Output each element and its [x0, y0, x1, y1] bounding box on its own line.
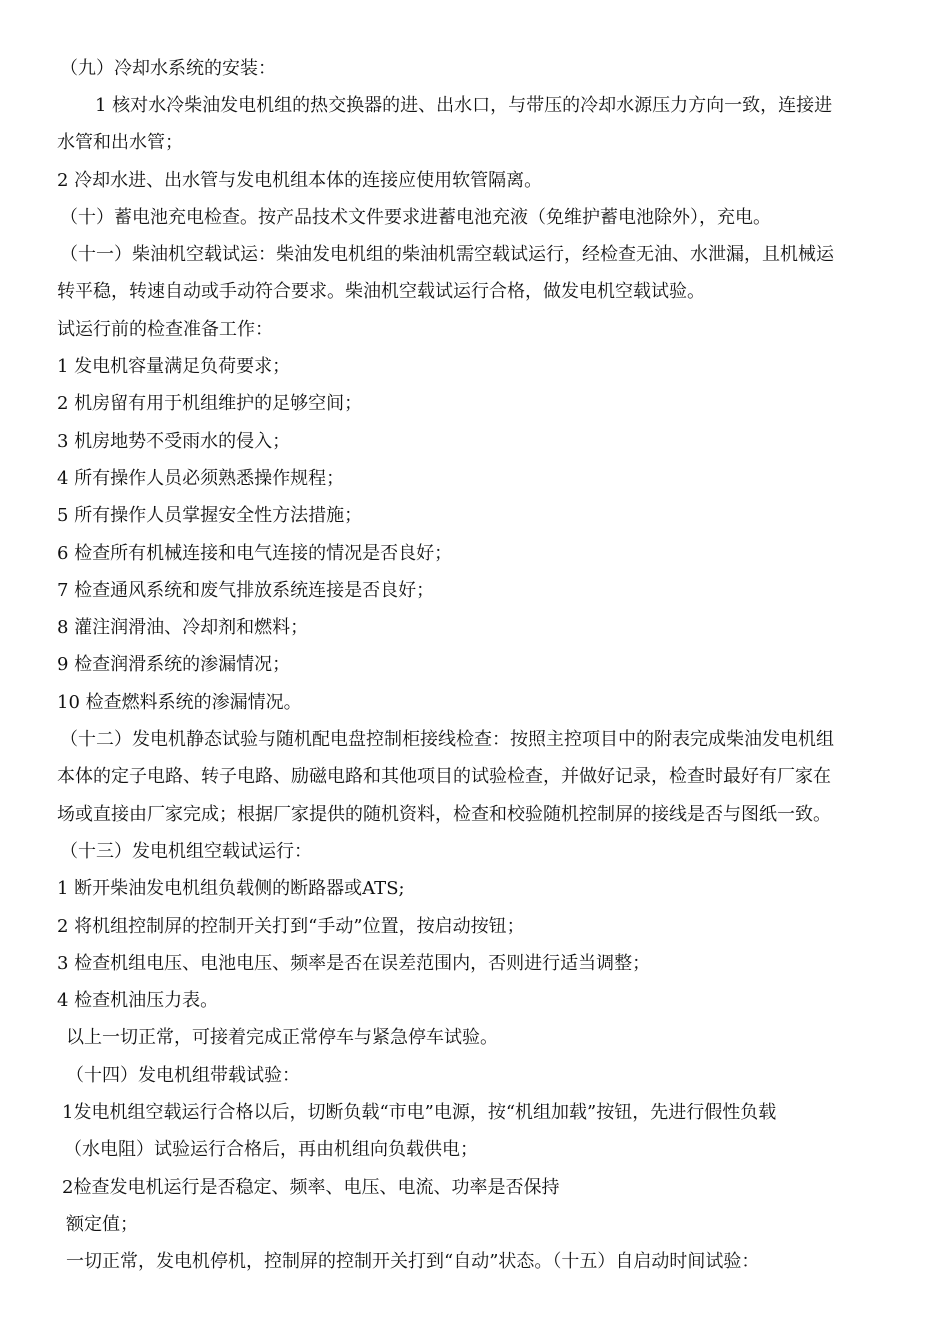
list-item: 1 发电机容量满足负荷要求；: [57, 356, 291, 377]
heading-unit-idle-run: （十三）发电机组空载试运行：: [60, 841, 312, 862]
list-item: 7 检查通风系统和废气排放系统连接是否良好；: [57, 580, 435, 601]
paragraph-line: 额定值；: [66, 1214, 138, 1235]
list-item: 4 检查机油压力表。: [57, 990, 219, 1011]
paragraph-line: 本体的定子电路、转子电路、励磁电路和其他项目的试验检查，并做好记录，检查时最好有厂家在: [57, 766, 831, 787]
list-item: 6 检查所有机械连接和电气连接的情况是否良好；: [57, 543, 453, 564]
list-item: 10 检查燃料系统的渗漏情况。: [57, 692, 302, 713]
paragraph-line: 2 冷却水进、出水管与发电机组本体的连接应使用软管隔离。: [57, 170, 543, 191]
heading-static-test: （十二）发电机静态试验与随机配电盘控制柜接线检查：按照主控项目中的附表完成柴油发电机组: [60, 729, 834, 750]
paragraph-line: （水电阻）试验运行合格后，再由机组向负载供电；: [64, 1139, 478, 1160]
list-item: 2 机房留有用于机组维护的足够空间；: [57, 393, 363, 414]
list-item: 1发电机组空载运行合格以后，切断负载“市电”电源，按“机组加载”按钮，先进行假性负载: [62, 1102, 777, 1123]
paragraph-line: 水管和出水管；: [57, 132, 183, 153]
list-item: 2检查发电机运行是否稳定、频率、电压、电流、功率是否保持: [62, 1177, 560, 1198]
paragraph-line: 场或直接由厂家完成；根据厂家提供的随机资料，检查和校验随机控制屏的接线是否与图纸一致。: [57, 804, 831, 825]
paragraph-line: 以上一切正常，可接着完成正常停车与紧急停车试验。: [66, 1027, 498, 1048]
list-item: 2 将机组控制屏的控制开关打到“手动”位置，按启动按钮；: [57, 916, 525, 937]
heading-battery-check: （十）蓄电池充电检查。按产品技术文件要求进蓄电池充液（免维护蓄电池除外），充电。: [60, 207, 771, 228]
list-item: 5 所有操作人员掌握安全性方法措施；: [57, 505, 363, 526]
subheading-pre-run-check: 试运行前的检查准备工作：: [57, 319, 273, 340]
paragraph-line: 一切正常，发电机停机，控制屏的控制开关打到“自动”状态。（十五）自启动时间试验：: [66, 1251, 760, 1272]
heading-cooling-water-install: （九）冷却水系统的安装：: [60, 58, 276, 79]
paragraph-line: 转平稳，转速自动或手动符合要求。柴油机空载试运行合格，做发电机空载试验。: [57, 281, 705, 302]
list-item: 1 断开柴油发电机组负载侧的断路器或ATS;: [57, 878, 405, 899]
list-item: 8 灌注润滑油、冷却剂和燃料；: [57, 617, 309, 638]
list-item: 9 检查润滑系统的渗漏情况；: [57, 654, 291, 675]
paragraph-line: 1 核对水冷柴油发电机组的热交换器的进、出水口，与带压的冷却水源压力方向一致，连接进: [95, 95, 833, 116]
list-item: 3 机房地势不受雨水的侵入；: [57, 431, 291, 452]
list-item: 4 所有操作人员必须熟悉操作规程；: [57, 468, 345, 489]
heading-diesel-idle-test: （十一）柴油机空载试运：柴油发电机组的柴油机需空载试运行，经检查无油、水泄漏，且机械运: [60, 244, 834, 265]
heading-load-test: （十四）发电机组带载试验：: [66, 1065, 300, 1086]
list-item: 3 检查机组电压、电池电压、频率是否在误差范围内，否则进行适当调整；: [57, 953, 651, 974]
